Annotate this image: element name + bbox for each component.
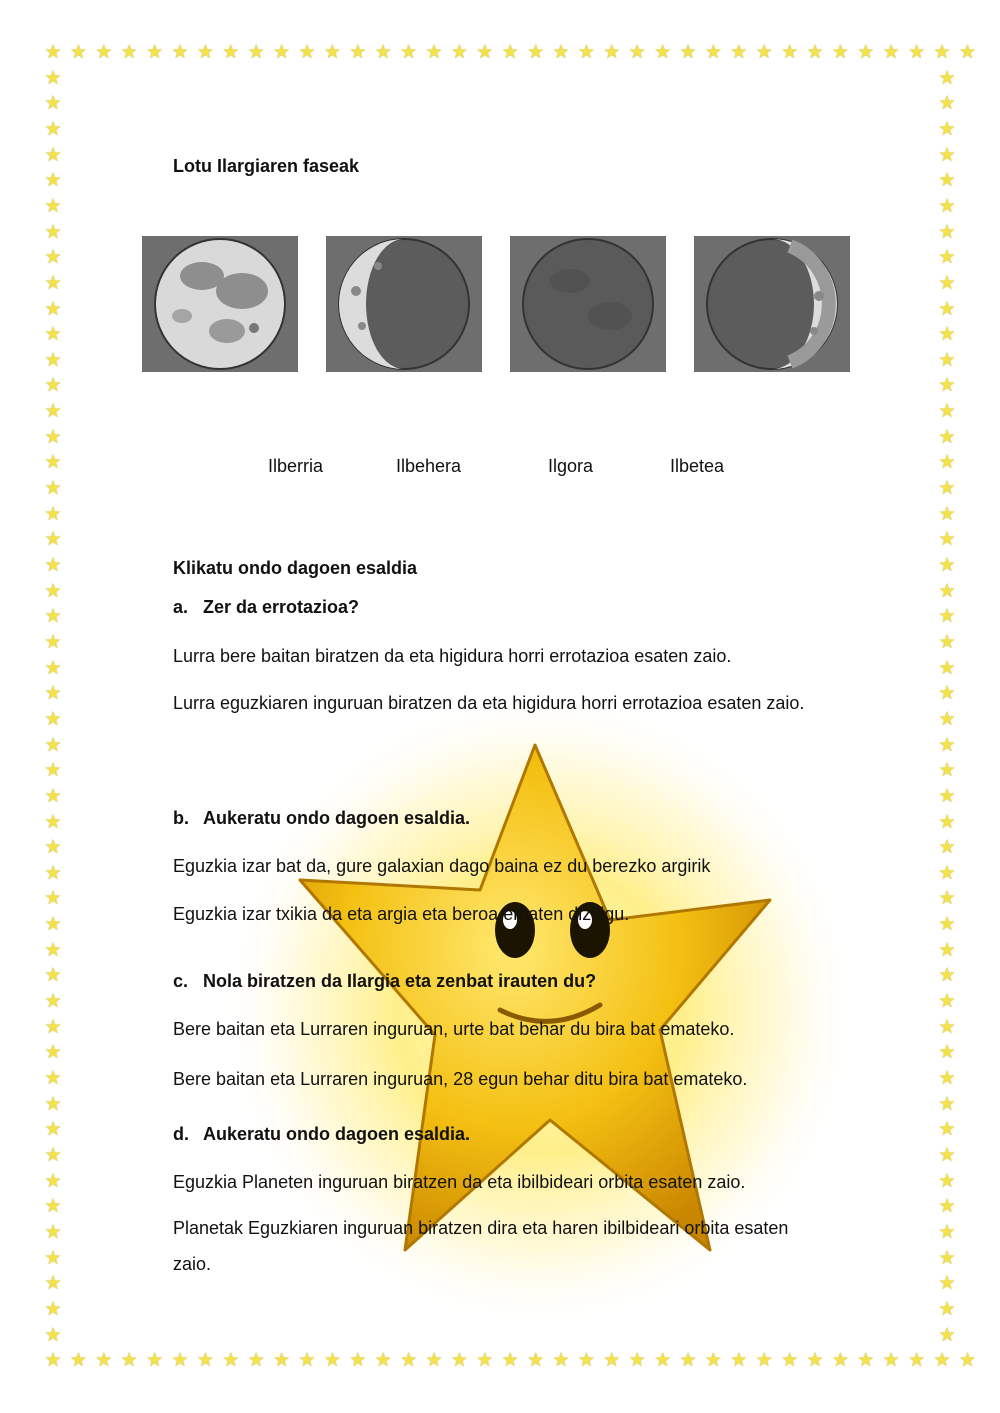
border-star-icon: ★ [938, 656, 956, 679]
border-star-icon: ★ [44, 836, 62, 859]
border-star-icon: ★ [44, 990, 62, 1013]
border-star-icon: ★ [938, 1220, 956, 1243]
border-star-icon: ★ [938, 605, 956, 628]
border-star-icon: ★ [44, 733, 62, 756]
section-title: Klikatu ondo dagoen esaldia [173, 558, 418, 578]
border-star-icon: ★ [730, 1349, 748, 1371]
border-star-icon: ★ [938, 143, 956, 166]
border-star-icon: ★ [44, 759, 62, 782]
border-star-icon: ★ [958, 1349, 976, 1371]
question-text: Zer da errotazioa? [203, 597, 360, 617]
option-d2[interactable]: Planetak Eguzkiaren inguruan biratzen dira eta haren ibilbideari orbita esaten zaio. [173, 1218, 789, 1274]
border-star-icon: ★ [196, 41, 214, 63]
border-star-icon: ★ [44, 220, 62, 243]
border-star-icon: ★ [400, 41, 418, 63]
border-star-icon: ★ [938, 1143, 956, 1166]
border-star-icon: ★ [938, 1092, 956, 1115]
border-star-icon: ★ [171, 41, 189, 63]
border-star-icon: ★ [44, 92, 62, 115]
border-star-icon: ★ [938, 887, 956, 910]
border-star-icon: ★ [938, 554, 956, 576]
border-star-icon: ★ [44, 1246, 62, 1269]
question-letter: c. [173, 971, 189, 991]
border-star-icon: ★ [44, 1195, 62, 1218]
border-star-icon: ★ [938, 374, 956, 397]
moon-image-new[interactable] [510, 236, 666, 372]
border-star-icon: ★ [222, 41, 240, 63]
border-star-icon: ★ [222, 1349, 240, 1371]
border-star-icon: ★ [298, 41, 316, 63]
border-star-icon: ★ [527, 1349, 545, 1371]
border-star-icon: ★ [44, 246, 62, 269]
border-star-icon: ★ [44, 938, 62, 961]
border-star-icon: ★ [44, 323, 62, 346]
phase-label-ilgora[interactable]: Ilgora [548, 456, 594, 476]
border-star-icon: ★ [44, 41, 62, 63]
border-star-icon: ★ [938, 938, 956, 961]
border-star-icon: ★ [938, 502, 956, 525]
border-star-icon: ★ [938, 1015, 956, 1038]
border-star-icon: ★ [938, 810, 956, 833]
border-star-icon: ★ [120, 1349, 138, 1371]
border-star-icon: ★ [44, 425, 62, 448]
border-star-icon: ★ [476, 41, 494, 63]
border-star-icon: ★ [857, 41, 875, 63]
border-star-icon: ★ [44, 169, 62, 192]
border-star-icon: ★ [146, 1349, 164, 1371]
border-star-icon: ★ [704, 1349, 722, 1371]
border-star-icon: ★ [44, 605, 62, 628]
border-star-icon: ★ [938, 784, 956, 807]
border-star-icon: ★ [44, 400, 62, 423]
border-star-icon: ★ [730, 41, 748, 63]
border-star-icon: ★ [938, 92, 956, 115]
border-star-icon: ★ [938, 117, 956, 140]
border-star-icon: ★ [654, 41, 672, 63]
border-star-icon: ★ [44, 502, 62, 525]
border-star-icon: ★ [44, 630, 62, 653]
border-star-icon: ★ [831, 1349, 849, 1371]
question-letter: b. [173, 808, 189, 828]
border-star-icon: ★ [44, 1169, 62, 1192]
border-star-icon: ★ [44, 682, 62, 705]
border-star-icon: ★ [806, 41, 824, 63]
border-star-icon: ★ [938, 990, 956, 1013]
border-star-icon: ★ [938, 66, 956, 89]
border-star-icon: ★ [577, 1349, 595, 1371]
border-star-icon: ★ [628, 1349, 646, 1371]
border-star-icon: ★ [44, 271, 62, 294]
border-star-icon: ★ [400, 1349, 418, 1371]
border-star-icon: ★ [603, 1349, 621, 1371]
border-star-icon: ★ [44, 1041, 62, 1064]
border-star-icon: ★ [831, 41, 849, 63]
border-star-icon: ★ [44, 1067, 62, 1089]
question-letter: d. [173, 1124, 189, 1144]
border-star-icon: ★ [44, 1092, 62, 1115]
phase-label-ilbetea[interactable]: Ilbetea [670, 456, 725, 476]
border-star-icon: ★ [501, 1349, 519, 1371]
border-star-icon: ★ [44, 1220, 62, 1243]
border-star-icon: ★ [938, 477, 956, 500]
border-star-icon: ★ [146, 41, 164, 63]
moon-image-crescent-right[interactable] [694, 236, 850, 372]
border-star-icon: ★ [781, 41, 799, 63]
border-star-icon: ★ [425, 1349, 443, 1371]
border-star-icon: ★ [679, 1349, 697, 1371]
border-star-icon: ★ [882, 41, 900, 63]
border-star-icon: ★ [44, 913, 62, 936]
border-star-icon: ★ [938, 964, 956, 987]
option-c1[interactable]: Bere baitan eta Lurraren inguruan, urte bat behar du bira bat emateko. [173, 1019, 735, 1039]
border-star-icon: ★ [247, 1349, 265, 1371]
border-star-icon: ★ [44, 1118, 62, 1141]
border-star-icon: ★ [44, 528, 62, 551]
border-star-icon: ★ [44, 297, 62, 320]
question-d [173, 1124, 470, 1145]
border-star-icon: ★ [44, 579, 62, 602]
border-star-icon: ★ [938, 1169, 956, 1192]
border-star-icon: ★ [938, 1246, 956, 1269]
border-star-icon: ★ [654, 1349, 672, 1371]
border-star-icon: ★ [450, 1349, 468, 1371]
border-star-icon: ★ [196, 1349, 214, 1371]
border-star-icon: ★ [44, 143, 62, 166]
border-star-icon: ★ [44, 810, 62, 833]
border-star-icon: ★ [938, 323, 956, 346]
border-star-icon: ★ [349, 1349, 367, 1371]
border-star-icon: ★ [938, 1272, 956, 1295]
border-star-icon: ★ [44, 1297, 62, 1320]
question-letter: a. [173, 597, 189, 617]
page-title: Lotu Ilargiaren faseak [173, 156, 360, 176]
border-star-icon: ★ [704, 41, 722, 63]
border-star-icon: ★ [44, 964, 62, 987]
border-star-icon: ★ [44, 1272, 62, 1295]
border-star-icon: ★ [44, 887, 62, 910]
border-star-icon: ★ [938, 733, 956, 756]
border-star-icon: ★ [857, 1349, 875, 1371]
option-a1[interactable]: Lurra bere baitan biratzen da eta higidura horri errotazioa esaten zaio. [173, 646, 732, 666]
border-star-icon: ★ [273, 1349, 291, 1371]
phase-label-ilbehera[interactable]: Ilbehera [396, 456, 462, 476]
border-star-icon: ★ [781, 1349, 799, 1371]
border-star-icon: ★ [323, 41, 341, 63]
border-star-icon: ★ [938, 528, 956, 551]
border-star-icon: ★ [44, 1015, 62, 1038]
border-star-icon: ★ [933, 1349, 951, 1371]
border-star-icon: ★ [938, 1067, 956, 1089]
border-star-icon: ★ [44, 861, 62, 884]
border-star-icon: ★ [44, 554, 62, 576]
question-text: Aukeratu ondo dagoen esaldia. [203, 808, 471, 828]
border-star-icon: ★ [938, 1323, 956, 1346]
border-star-icon: ★ [44, 1143, 62, 1166]
border-star-icon: ★ [44, 194, 62, 217]
question-text: Nola biratzen da Ilargia eta zenbat irauten du? [203, 971, 597, 991]
border-star-icon: ★ [938, 1041, 956, 1064]
border-star-icon: ★ [476, 1349, 494, 1371]
border-star-icon: ★ [44, 1349, 62, 1371]
border-star-icon: ★ [44, 656, 62, 679]
border-star-icon: ★ [323, 1349, 341, 1371]
border-star-icon: ★ [95, 41, 113, 63]
border-star-icon: ★ [44, 707, 62, 730]
border-star-icon: ★ [679, 41, 697, 63]
border-star-icon: ★ [44, 348, 62, 371]
border-star-icon: ★ [938, 1118, 956, 1141]
border-star-icon: ★ [806, 1349, 824, 1371]
moon-image-full[interactable] [142, 236, 298, 372]
border-star-icon: ★ [938, 913, 956, 936]
border-star-icon: ★ [938, 297, 956, 320]
border-star-icon: ★ [425, 41, 443, 63]
border-star-icon: ★ [958, 41, 976, 63]
border-star-icon: ★ [44, 117, 62, 140]
border-star-icon: ★ [577, 41, 595, 63]
border-star-icon: ★ [755, 41, 773, 63]
border-star-icon: ★ [44, 784, 62, 807]
border-star-icon: ★ [938, 169, 956, 192]
border-star-icon: ★ [552, 1349, 570, 1371]
border-star-icon: ★ [938, 1297, 956, 1320]
border-star-icon: ★ [938, 271, 956, 294]
border-star-icon: ★ [908, 1349, 926, 1371]
border-star-icon: ★ [450, 41, 468, 63]
border-star-icon: ★ [44, 451, 62, 474]
border-star-icon: ★ [628, 41, 646, 63]
question-c [173, 971, 596, 992]
option-a2[interactable]: Lurra eguzkiaren inguruan biratzen da eta higidura horri errotazioa esaten zaio. [173, 693, 805, 713]
border-star-icon: ★ [374, 1349, 392, 1371]
border-star-icon: ★ [938, 348, 956, 371]
phase-label-ilberria[interactable]: Ilberria [268, 456, 324, 476]
moon-image-crescent-left[interactable] [326, 236, 482, 372]
border-star-icon: ★ [938, 1195, 956, 1218]
border-star-icon: ★ [938, 861, 956, 884]
border-star-icon: ★ [552, 41, 570, 63]
border-star-icon: ★ [938, 451, 956, 474]
border-star-icon: ★ [908, 41, 926, 63]
border-star-icon: ★ [298, 1349, 316, 1371]
border-star-icon: ★ [933, 41, 951, 63]
border-star-icon: ★ [938, 220, 956, 243]
border-star-icon: ★ [374, 41, 392, 63]
border-star-icon: ★ [938, 194, 956, 217]
border-star-icon: ★ [273, 41, 291, 63]
border-star-icon: ★ [69, 1349, 87, 1371]
option-c2[interactable]: Bere baitan eta Lurraren inguruan, 28 egun behar ditu bira bat emateko. [173, 1069, 748, 1089]
border-star-icon: ★ [247, 41, 265, 63]
border-star-icon: ★ [755, 1349, 773, 1371]
border-star-icon: ★ [44, 374, 62, 397]
border-star-icon: ★ [120, 41, 138, 63]
question-a [173, 597, 359, 618]
border-star-icon: ★ [938, 682, 956, 705]
border-star-icon: ★ [938, 707, 956, 730]
border-star-icon: ★ [938, 425, 956, 448]
border-star-icon: ★ [44, 66, 62, 89]
border-star-icon: ★ [95, 1349, 113, 1371]
border-star-icon: ★ [349, 41, 367, 63]
border-star-icon: ★ [501, 41, 519, 63]
border-star-icon: ★ [938, 836, 956, 859]
option-d1[interactable]: Eguzkia Planeten inguruan biratzen da eta ibilbideari orbita esaten zaio. [173, 1172, 746, 1192]
border-star-icon: ★ [938, 246, 956, 269]
border-star-icon: ★ [44, 1323, 62, 1346]
border-star-icon: ★ [938, 630, 956, 653]
border-star-icon: ★ [603, 41, 621, 63]
question-b [173, 808, 470, 829]
border-star-icon: ★ [69, 41, 87, 63]
border-star-icon: ★ [938, 400, 956, 423]
border-star-icon: ★ [882, 1349, 900, 1371]
option-b2[interactable]: Eguzkia izar txikia da eta argia eta beroa ematen dizkigu. [173, 904, 630, 924]
border-star-icon: ★ [938, 579, 956, 602]
border-star-icon: ★ [44, 477, 62, 500]
border-star-icon: ★ [938, 759, 956, 782]
border-star-icon: ★ [527, 41, 545, 63]
option-b1[interactable]: Eguzkia izar bat da, gure galaxian dago baina ez du berezko argirik [173, 856, 711, 876]
question-text: Aukeratu ondo dagoen esaldia. [203, 1124, 471, 1144]
border-star-icon: ★ [171, 1349, 189, 1371]
